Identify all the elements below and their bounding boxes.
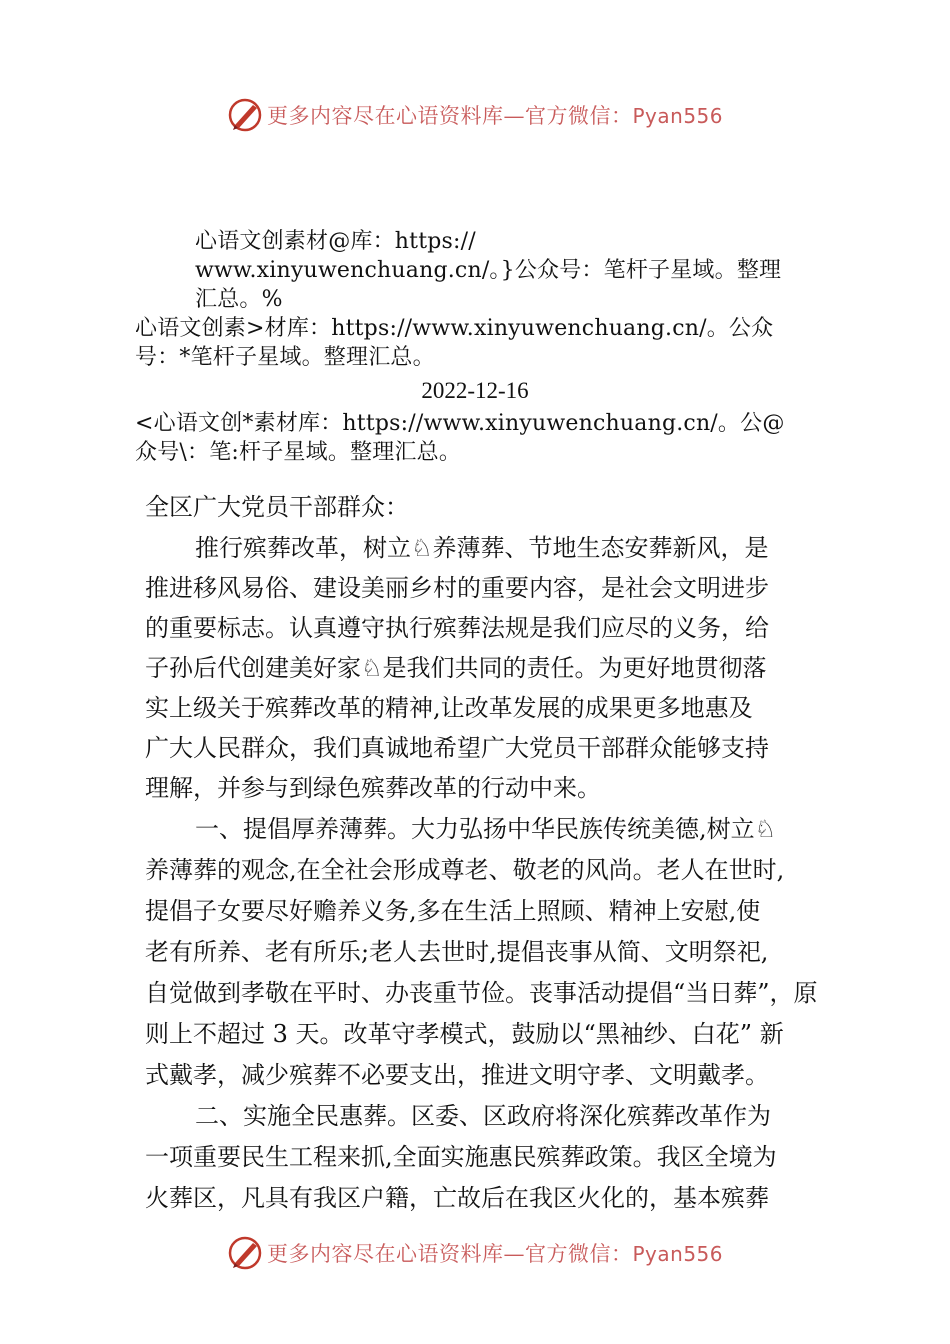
header-line-4: 心语文创素>材库：https://www.xinyuwenchuang.cn/。公众 [135,316,774,341]
body-line: 广大人民群众，我们真诚地希望广大党员干部群众能够支持 [145,734,769,762]
wechat-id: Pyan556 [632,1242,723,1266]
body-line: 一、提倡厚养薄葬。大力弘扬中华民族传统美德,树立♘ [195,815,777,843]
wechat-id: Pyan556 [632,104,723,128]
header-banner [0,95,950,135]
body-line: 子孙后代创建美好家♘是我们共同的责任。为更好地贯彻落 [145,654,767,682]
sub-line-1: <心语文创*素材库：https://www.xinyuwenchuang.cn/。公@ [135,411,785,436]
header-line-1: 心语文创素材@库：https:// [195,229,476,254]
header-line-2: www.xinyuwenchuang.cn/。}公众号：笔杆子星域。整理 [195,258,782,283]
body-line: 推行殡葬改革，树立♘养薄葬、节地生态安葬新风，是 [195,534,769,562]
banner-text: 更多内容尽在心语资料库—官方微信：Pyan556 [266,1242,723,1266]
body-line: 一项重要民生工程来抓,全面实施惠民殡葬政策。我区全境为 [145,1143,777,1171]
footer-banner [0,1233,950,1273]
body-line: 养薄葬的观念,在全社会形成尊老、敬老的风尚。老人在世时, [145,856,785,884]
body-line: 理解，并参与到绿色殡葬改革的行动中来。 [145,774,601,802]
body-line: 二、实施全民惠葬。区委、区政府将深化殡葬改革作为 [195,1102,771,1130]
body-line: 推进移风易俗、建设美丽乡村的重要内容，是社会文明进步 [145,574,769,602]
body-line: 式戴孝，减少殡葬不必要支出，推进文明守孝、文明戴孝。 [145,1061,769,1089]
body-line: 老有所养、老有所乐;老人去世时,提倡丧事从简、文明祭祀, [145,938,769,966]
header-line-5: 号：*笔杆子星域。整理汇总。 [135,345,435,370]
body-line: 则上不超过 3 天。改革守孝模式，鼓励以“黑袖纱、白花” 新 [145,1020,784,1048]
pen-logo-icon [227,97,263,133]
body-line: 实上级关于殡葬改革的精神,让改革发展的成果更多地惠及 [145,694,753,722]
sub-line-2: 众号\：笔:杆子星域。整理汇总。 [135,440,462,465]
pen-logo-icon [227,1235,263,1271]
body-line: 全区广大党员干部群众： [145,493,409,521]
header-line-3: 汇总。% [195,287,283,312]
body-line: 的重要标志。认真遵守执行殡葬法规是我们应尽的义务，给 [145,614,769,642]
body-line: 自觉做到孝敬在平时、办丧重节俭。丧事活动提倡“当日葬”，原 [145,979,818,1007]
body-line: 火葬区，凡具有我区户籍，亡故后在我区火化的，基本殡葬 [145,1184,769,1212]
body-line: 提倡子女要尽好赡养义务,多在生活上照顾、精神上安慰,使 [145,897,761,925]
banner-text: 更多内容尽在心语资料库—官方微信：Pyan556 [266,104,723,128]
document-date: 2022-12-16 [421,378,529,403]
